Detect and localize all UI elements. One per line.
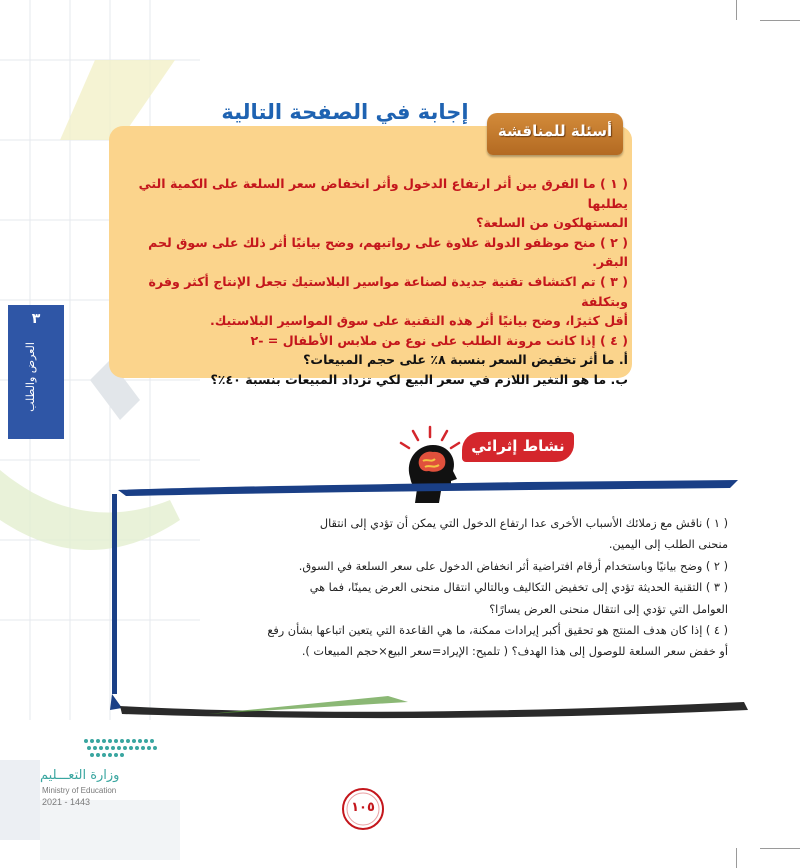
ministry-name-arabic: وزارة التعـــليم — [40, 768, 120, 783]
discussion-line: أقل كثيرًا، وضح بيانيًا أثر هذه التقنية على سوق المواسير البلاستيك. — [210, 313, 628, 329]
discussion-tab-label: أسئلة للمناقشة — [497, 122, 613, 140]
discussion-line: ( ١ ) ما الفرق بين أثر ارتفاع الدخول وأثر انخفاض سعر السلعة على الكمية التي يطلبها — [138, 176, 628, 211]
discussion-line: ( ٢ ) منح موظفو الدولة علاوة على رواتبهم، وضح بيانيًا أثر ذلك على سوق لحم البقر. — [148, 234, 628, 270]
discussion-tab — [487, 113, 623, 155]
page-number-badge — [341, 787, 385, 831]
chapter-number: ٣ — [31, 311, 41, 327]
discussion-line: ( ٤ ) إذا كانت مرونة الطلب على نوع من ملابس الأطفال = -٢ — [250, 332, 628, 348]
enrichment-line: ( ١ ) ناقش مع زملائك الأسباب الأخرى عدا ارتفاع الدخول التي يمكن أن تؤدي إلى انتقال — [319, 517, 728, 530]
edition-year: 2021 - 1443 — [42, 797, 91, 807]
enrichment-line: منحنى الطلب إلى اليمين. — [608, 538, 728, 552]
ministry-logo — [80, 733, 164, 761]
enrichment-line: أو خفض سعر السلعة للوصول إلى هذا الهدف؟ ( تلميح: الإيراد=سعر البيع×حجم المبيعات ). — [301, 645, 728, 659]
ministry-name-english: Ministry of Education — [42, 786, 117, 795]
discussion-line: ب. ما هو التغير اللازم في سعر البيع لكي تزداد المبيعات بنسبة ٤٠٪؟ — [210, 371, 628, 387]
crop-mark — [736, 848, 737, 868]
enrichment-line: ( ٣ ) التقنية الحديثة تؤدي إلى تخفيض التكاليف وبالتالي انتقال منحنى العرض يمينًا، فما هي — [309, 581, 728, 595]
discussion-line: ( ٣ ) تم اكتشاف تقنية جديدة لصناعة مواسير البلاستيك تجعل الإنتاج أكثر وفرة وبتكلفة — [148, 273, 628, 309]
enrichment-questions — [128, 513, 728, 663]
enrichment-badge — [462, 432, 574, 462]
enrichment-line: ( ٤ ) إذا كان هدف المنتج هو تحقيق أكبر إيرادات ممكنة، ما هي القاعدة التي يتعين اتباعها بشأن رفع — [267, 624, 728, 638]
discussion-line: أ. ما أثر تخفيض السعر بنسبة ٨٪ على حجم المبيعات؟ — [303, 352, 628, 368]
answer-next-page-note: إجابة في الصفحة التالية — [221, 100, 469, 124]
chapter-side-tab — [8, 305, 64, 439]
discussion-questions — [112, 174, 628, 390]
crop-mark — [760, 848, 800, 849]
discussion-line: المستهلكون من السلعة؟ — [476, 215, 628, 231]
crop-mark — [760, 20, 800, 21]
crop-mark — [736, 0, 737, 20]
chapter-title: العرض والطلب — [24, 342, 37, 412]
enrichment-line: ( ٢ ) وضح بيانيًا وباستخدام أرقام افتراضية أثر انخفاض الدخول على سعر السلعة في السوق. — [298, 559, 728, 573]
page-number: ١٠٥ — [351, 800, 375, 815]
enrichment-badge-label: نشاط إثرائي — [471, 437, 565, 455]
enrichment-line: العوامل التي تؤدي إلى انتقال منحنى العرض يسارًا؟ — [489, 602, 728, 616]
